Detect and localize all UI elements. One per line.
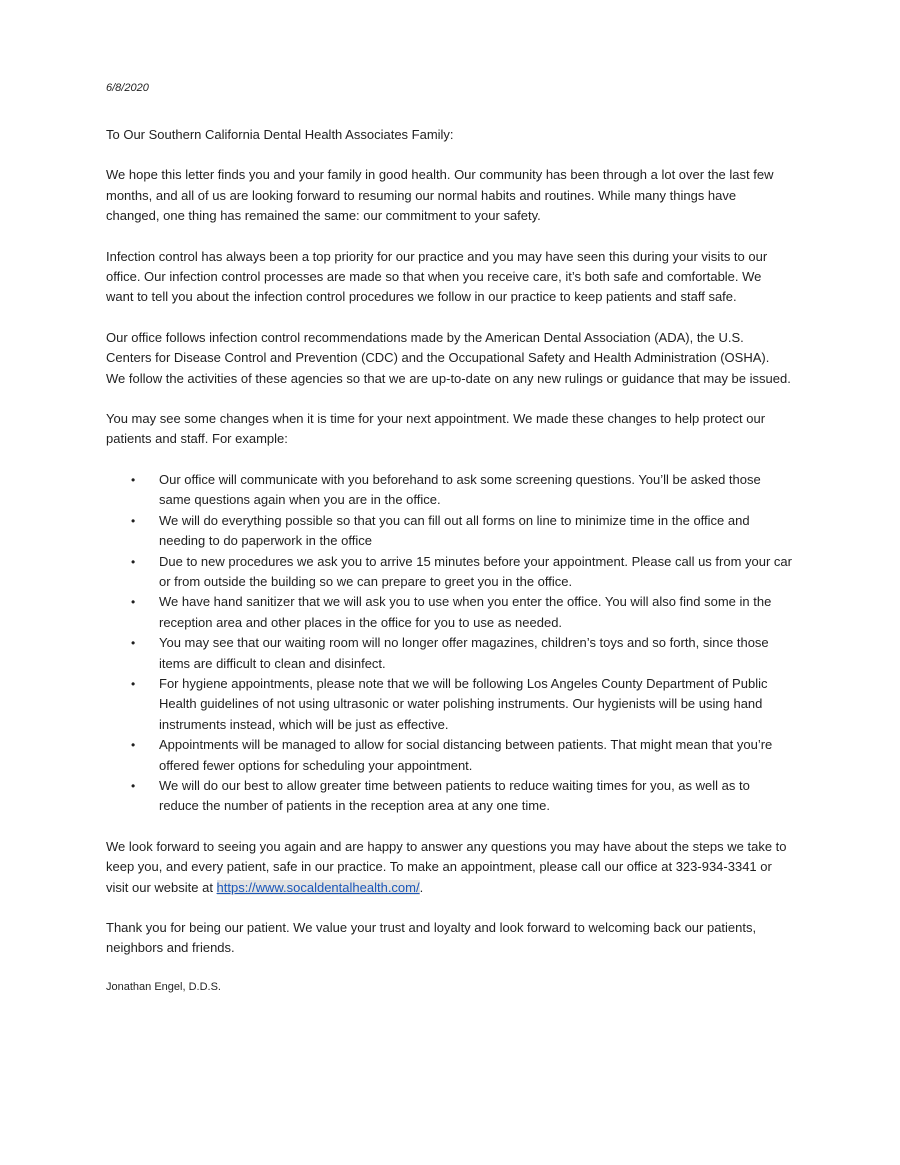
bullet-icon: • (131, 778, 136, 793)
paragraph-changes: You may see some changes when it is time for your next appointment. We made these changes to help protect our patients and staff. For example: (106, 411, 766, 447)
list-item (106, 592, 792, 633)
bullet-icon: • (131, 513, 136, 528)
paragraph-closing (106, 837, 792, 898)
list-item-text: We will do our best to allow greater time between patients to reduce waiting times for you, as well as to reduce the number of patients in the reception area at any one time. (159, 777, 750, 814)
bullet-icon: • (131, 676, 136, 691)
list-item-text: You may see that our waiting room will no longer offer magazines, children’s toys and so forth, since those items are difficult to clean and disinfect. (159, 635, 769, 671)
changes-list (106, 470, 792, 817)
list-item-text: Due to new procedures we ask you to arrive 15 minutes before your appointment. Please call us from your car or from outside the building so we can prepare to greet you in the office. (159, 553, 792, 589)
list-item (106, 735, 792, 776)
list-item (106, 470, 792, 511)
list-item (106, 552, 792, 593)
list-item (106, 674, 792, 735)
list-item (106, 776, 792, 817)
bullet-icon: • (131, 472, 136, 487)
signature: Jonathan Engel, D.D.S. (106, 980, 221, 993)
list-item-text: We have hand sanitizer that we will ask you to use when you enter the office. You will also find some in the reception area and other places in the office for you to use as needed. (159, 594, 772, 630)
website-link[interactable]: https://www.socaldentalhealth.com/ (216, 879, 420, 895)
closing-period: . (419, 879, 424, 895)
paragraph-thank-you: Thank you for being our patient. We value your trust and loyalty and look forward to welcoming back our patients, neighbors and friends. (106, 920, 757, 956)
paragraph-infection-control: Infection control has always been a top priority for our practice and you may have seen this during your visits to our office. Our infection control processes are made so that when you receive care, it’s both safe and comfortable. We want to tell you about the infection control procedures we follow in our practice to keep patients and staff safe. (106, 248, 768, 305)
letter-body (106, 80, 792, 995)
bullet-icon: • (131, 636, 136, 651)
list-item-text: For hygiene appointments, please note that we will be following Los Angeles County Department of Public Health guidelines of not using ultrasonic or water polishing instruments. Our hygienists will be using hand instruments instead, which will be just as effective. (159, 675, 768, 732)
closing-text: We look forward to seeing you again and are happy to answer any questions you may have about the steps we take to keep you, and every patient, safe in our practice. To make an appointment, please call our office at 323-934-3341 or visit our website at (106, 838, 787, 895)
salutation: To Our Southern California Dental Health Associates Family: (106, 127, 454, 142)
paragraph-intro: We hope this letter finds you and your family in good health. Our community has been through a lot over the last few months, and all of us are looking forward to resuming our normal habits and routines. While many things have changed, one thing has remained the same: our commitment to your safety. (106, 167, 774, 224)
letter-date: 6/8/2020 (106, 82, 149, 94)
list-item-text: Appointments will be managed to allow for social distancing between patients. That might mean that you’re offered fewer options for scheduling your appointment. (159, 737, 773, 773)
bullet-icon: • (131, 595, 136, 610)
list-item (106, 511, 792, 552)
list-item-text: We will do everything possible so that you can fill out all forms on line to minimize time in the office and needing to do paperwork in the office (159, 512, 750, 549)
list-item-text: Our office will communicate with you beforehand to ask some screening questions. You’ll be asked those same questions again when you are in the office. (159, 471, 761, 508)
bullet-icon: • (131, 738, 136, 753)
list-item (106, 633, 792, 674)
bullet-icon: • (131, 554, 136, 569)
paragraph-recommendations: Our office follows infection control recommendations made by the American Dental Association (ADA), the U.S. Centers for Disease Control and Prevention (CDC) and the Occupational Safety and Health Administration (OSHA). We follow the activities of these agencies so that we are up-to-date on any new rulings or guidance that may be issued. (106, 329, 791, 386)
